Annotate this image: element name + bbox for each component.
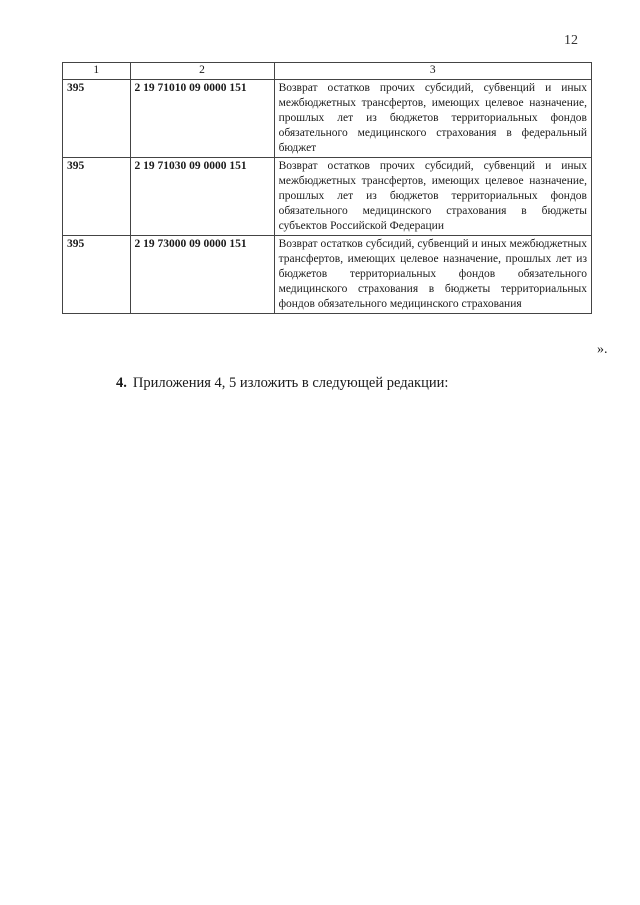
- chapter-code-cell: 395: [63, 80, 131, 158]
- chapter-code-cell: 395: [63, 158, 131, 236]
- description-cell: Возврат остатков прочих субсидий, субвенций и иных межбюджетных трансфертов, имеющих целевое назначение, прошлых лет из бюджетов территориальных фондов обязательного медицинского страхования в бюджеты субъектов Российской Федерации: [274, 158, 591, 236]
- page-number: 12: [564, 33, 578, 48]
- amendment-paragraph: [116, 375, 448, 392]
- paragraph-text: Приложения 4, 5 изложить в следующей редакции:: [132, 375, 449, 391]
- table-header-row: [63, 63, 592, 80]
- column-header-1: 1: [63, 63, 131, 80]
- closing-quote: ».: [597, 342, 608, 357]
- budget-code-cell: 2 19 71010 09 0000 151: [130, 80, 274, 158]
- table-row: [63, 236, 592, 314]
- column-header-3: 3: [274, 63, 591, 80]
- budget-code-cell: 2 19 73000 09 0000 151: [130, 236, 274, 314]
- description-cell: Возврат остатков субсидий, субвенций и иных межбюджетных трансфертов, имеющих целевое назначение, прошлых лет из бюджетов территориальных фондов обязательного медицинского страхования в бюджеты территориальных фондов обязательного медицинского страхования: [274, 236, 591, 314]
- table-row: [63, 158, 592, 236]
- table-row: [63, 80, 592, 158]
- chapter-code-cell: 395: [63, 236, 131, 314]
- column-header-2: 2: [130, 63, 274, 80]
- paragraph-number: 4.: [116, 375, 127, 391]
- description-cell: Возврат остатков прочих субсидий, субвенций и иных межбюджетных трансфертов, имеющих целевое назначение, прошлых лет из бюджетов территориальных фондов обязательного медицинского страхования в федеральный бюджет: [274, 80, 591, 158]
- budget-code-cell: 2 19 71030 09 0000 151: [130, 158, 274, 236]
- budget-classification-table: [62, 62, 592, 314]
